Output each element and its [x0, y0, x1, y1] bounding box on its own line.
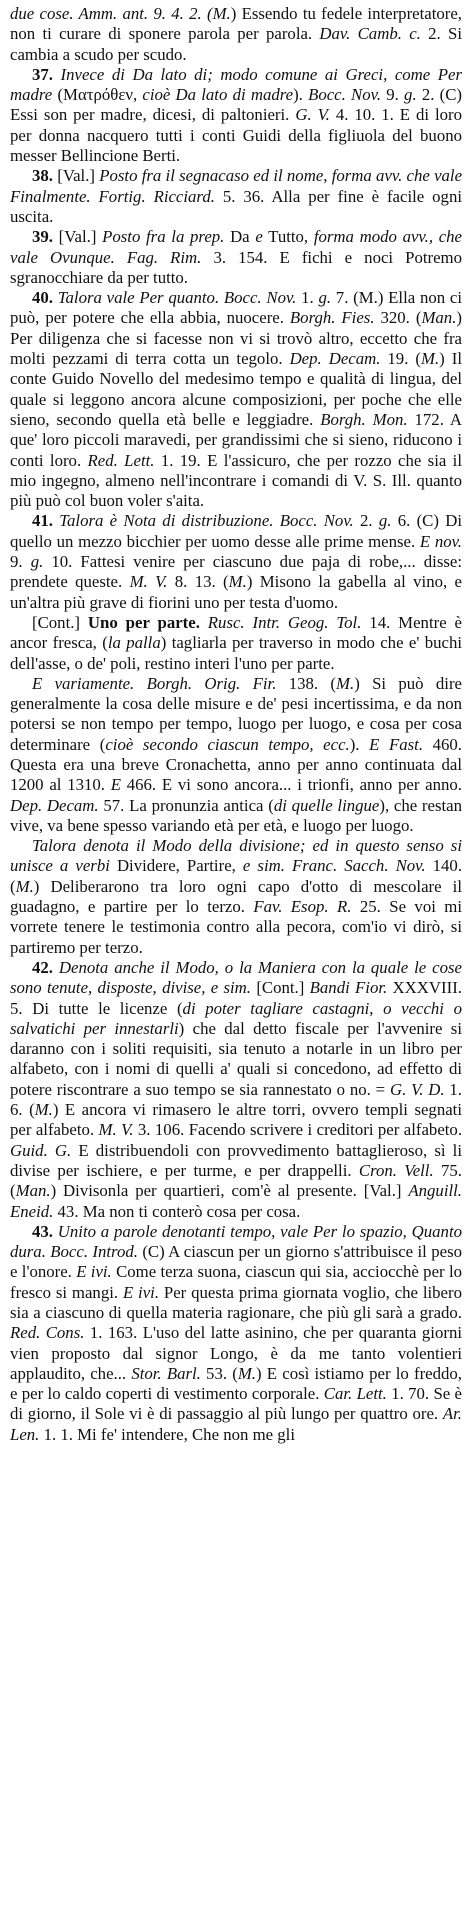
text-run: Bocc. Nov.	[308, 85, 382, 105]
text-run: Da	[224, 227, 256, 247]
text-run: 19. (	[380, 349, 421, 369]
text-run: [Val.]	[57, 166, 100, 186]
text-run: di quelle lingue	[273, 795, 380, 815]
text-run: ) Si può dire generalmente la cosa delle misure e de' pesi incertissima, e da non potersi se non tempo per tempo, luogo per luogo, e cosa per cosa determinare (	[10, 673, 462, 754]
text-run: Tutto,	[262, 227, 314, 247]
text-run: cioè secondo ciascun tempo, ecc.	[105, 734, 350, 754]
text-run: 43.	[32, 1221, 58, 1241]
text-run: Man.	[421, 308, 457, 328]
text-run: 42.	[32, 957, 59, 977]
text-run: Posto fra la prep.	[102, 227, 225, 247]
text-run: di poter tagliare castagni, o vecchi o salvatichi per innestarli	[10, 998, 462, 1038]
dictionary-paragraph-p42	[10, 958, 462, 1222]
text-run: Car. Lett.	[323, 1384, 387, 1404]
text-run: 25. Se voi mi vorrete tenere le testimonia contro alla pecora, com'io vi dirò, si partiremo per terzo.	[10, 897, 463, 957]
text-run: 140. (	[10, 856, 463, 896]
text-run: Uno per parte.	[87, 612, 208, 632]
text-run: 1. 6. (	[10, 1079, 462, 1120]
text-run: 3. 154. E fichi e noci Potremo sgranocchiare da per tutto.	[10, 247, 462, 287]
text-run: 6. (C) Di quello un mezzo bicchier per uomo desse alle prime mense.	[10, 511, 462, 551]
text-run: Dep. Decam.	[10, 795, 99, 815]
text-run: Guid. G.	[10, 1140, 72, 1160]
text-run: 1. 163. L'uso del latte asinino, che per quaranta giorni vien proposto dal signor Longo, è da me tanto volentieri applaudito, che...	[10, 1323, 462, 1383]
text-run: ) Deliberarono tra loro ogni capo d'otto di mescolare il guadagno, e partire per lo terzo.	[10, 876, 462, 917]
text-run: ) Essendo tu fedele interpretatore, non ti curare di sponere parola per parola.	[10, 4, 462, 44]
text-run: 9.	[381, 85, 405, 105]
text-run: ) Divisonla per quartieri, com'è al presente. [Val.]	[50, 1181, 409, 1201]
text-run: ).	[349, 734, 370, 754]
text-run: G. V.	[295, 105, 330, 125]
text-run: due cose. Amm. ant. 9. 4. 2. (	[10, 4, 213, 23]
text-run: cioè Da lato di madre	[142, 85, 294, 105]
text-run: 40.	[32, 288, 58, 308]
text-run: Per questa prima giornata voglio, che libero sia a ciascuno di quella materia ragionare, che più gli sarà a grado.	[10, 1282, 462, 1322]
text-run: 138. (	[276, 673, 336, 693]
text-run: Dav. Camb. c.	[319, 24, 421, 44]
text-run: 9.	[10, 552, 31, 572]
text-run: Talora vale Per quanto. Bocc. Nov.	[57, 288, 297, 308]
text-run: g.	[404, 85, 417, 105]
text-run: Invece di Da lato di; modo comune ai Greci, come Per madre	[10, 64, 463, 105]
text-run: ) E così istiamo per lo freddo, e per lo caldo coperti di vestimento corporale.	[10, 1363, 462, 1404]
text-run: 466. E vi sono ancora... i trionfi, anno per anno.	[121, 775, 462, 795]
dictionary-paragraph-p39	[10, 227, 462, 288]
text-run: Talora denota il Modo della divisione; ed in questo senso si unisce a verbi	[10, 836, 462, 876]
text-run: M.	[212, 4, 231, 23]
text-run: 39.	[32, 227, 59, 247]
text-run: E nov.	[419, 531, 462, 551]
text-run: e sim. Franc. Sacch. Nov.	[242, 856, 426, 876]
text-run: 14. Mentre è ancor fresca, (	[10, 612, 462, 653]
text-run: la palla	[107, 633, 161, 653]
text-run: 8. 13. (	[167, 572, 229, 592]
text-run: M.	[237, 1363, 257, 1383]
text-run: Talora è Nota di distribuzione. Bocc. Nov.	[59, 511, 354, 531]
text-run: Cron. Vell.	[358, 1160, 434, 1180]
text-run: 37.	[32, 64, 61, 84]
text-run: ), che restan vive, va bene spesso variando età per età, e luogo per luogo.	[10, 795, 463, 835]
text-run: E	[110, 775, 121, 795]
text-run: Anguill. Eneid.	[10, 1181, 462, 1221]
text-run: Dep. Decam.	[289, 349, 381, 369]
text-run: g.	[378, 511, 392, 531]
text-run: Red. Cons.	[10, 1323, 85, 1343]
text-run: Denota anche il Modo, o la Maniera con la quale le cose sono tenute, disposte, divise, e sim.	[10, 957, 462, 998]
text-run: 41.	[32, 511, 60, 531]
text-run: 75. (	[10, 1160, 462, 1201]
dictionary-paragraph-p41c	[10, 674, 462, 836]
text-run: 57. La pronunzia antica (	[98, 795, 274, 815]
text-run: 1. 1. Mi fe' intendere, Che non me gli	[39, 1424, 295, 1444]
text-run: 1. 19. E l'assicuro, che per rozzo che sia il mio ingegno, almeno nell'incontrare i comandi di V. S. Ill. quanto più può col buon voler s'aita.	[10, 450, 462, 511]
text-run: Fav. Esop. R.	[253, 897, 352, 917]
text-run: Borgh. Fies.	[289, 308, 375, 328]
text-run: e	[255, 227, 263, 247]
text-run: 1.	[296, 288, 319, 308]
text-run: Rusc. Intr. Geog. Tol.	[207, 612, 362, 632]
text-run: [Val.]	[58, 227, 103, 247]
text-run: ) Il conte Guido Novello del medesimo tempo e qualità di lingua, del quale si leggono ancora alcune composizioni, per poche che elle sieno, secondo quella età belle e leggiadre.	[10, 349, 462, 429]
text-run: 2. (C) Essi son per madre, dicesi, di paltonieri.	[10, 85, 463, 125]
text-run: M.	[15, 876, 34, 896]
text-run: 5. 36. Alla per fine è facile ogni uscita.	[10, 186, 462, 226]
text-run: 2.	[353, 511, 379, 531]
text-run: XXXVIII. 5. Di tutte le licenze (	[10, 978, 462, 1018]
text-run: 4. 10. 1. E di loro per donna nacquero tutti i conti Guidi della figliuola del buono messer Bellincione Berti.	[10, 105, 463, 166]
text-run: G. V. D.	[389, 1079, 445, 1099]
text-run: Posto fra il segnacaso ed il nome, forma avv. che vale Finalmente. Fortig. Ricciard.	[10, 166, 463, 206]
text-run: 320. (	[374, 308, 422, 328]
dictionary-paragraph-p41b	[10, 613, 462, 674]
text-run: 7. (M.) Ella non ci può, per potere che ella abbia, nuocere.	[10, 288, 462, 328]
text-run: 38.	[32, 166, 58, 186]
text-run: 43. Ma non ti conterò cosa per cosa.	[53, 1201, 301, 1221]
text-run: Dividere, Partire,	[109, 856, 243, 876]
text-run: Unito a parole denotanti tempo, vale Per lo spazio, Quanto dura. Bocc. Introd.	[10, 1221, 463, 1262]
dictionary-paragraph-p0	[10, 4, 462, 65]
text-run: 10. Fattesi venire per ciascuno due paja di robe,... disse: prendete queste.	[10, 552, 463, 592]
text-run: 53. (	[200, 1363, 238, 1383]
text-run: g.	[318, 288, 332, 308]
text-run: Come terza suona, ciascun qui sia, acciocchè per lo fresco si mangi.	[10, 1262, 462, 1302]
dictionary-paragraph-p41d	[10, 836, 462, 958]
dictionary-paragraph-p41	[10, 511, 462, 612]
dictionary-paragraph-p37	[10, 65, 462, 166]
text-run: (C) A ciascun per un giorno s'attribuisce il peso e l'onore.	[10, 1242, 462, 1282]
text-run: M.	[420, 349, 440, 369]
text-run: forma modo avv., che vale Ovunque. Fag. Rim.	[10, 227, 462, 267]
dictionary-paragraph-p43	[10, 1222, 462, 1445]
text-run: M. V.	[98, 1120, 134, 1140]
text-run: E ivi.	[76, 1262, 112, 1282]
text-run: 2. Si cambia a scudo per scudo.	[10, 24, 462, 64]
text-run: E distribuendoli con provvedimento battaglieroso, sì li divise per ischiere, e per turme, e per drappelli.	[10, 1140, 462, 1180]
text-run: E ivi.	[122, 1282, 160, 1302]
text-run: [Cont.]	[32, 612, 88, 632]
text-run: ) E ancora vi rimasero le altre torri, ovvero templi segnati per alfabeto.	[10, 1100, 462, 1140]
text-run: ) Misono la gabella al vino, e un'altra più grave di fiorini uno per testa d'uomo.	[10, 572, 462, 612]
text-run: (Ματρόθεν,	[52, 85, 143, 105]
text-run: 3. 106. Facendo scrivere i creditori per alfabeto.	[133, 1120, 463, 1140]
dictionary-paragraph-p40	[10, 288, 462, 511]
text-run: E variamente. Borgh. Orig. Fir.	[32, 673, 277, 693]
text-run: M.	[34, 1100, 53, 1120]
dictionary-paragraph-p38	[10, 166, 462, 227]
text-run: Borgh. Mon.	[320, 409, 408, 429]
text-run: Stor. Barl.	[131, 1363, 201, 1383]
text-run: [Cont.]	[251, 978, 310, 998]
text-run: M.	[228, 572, 247, 592]
text-run: E Fast.	[369, 734, 424, 754]
text-run: Bandi Fior.	[309, 978, 388, 998]
text-run: 460. Questa era una breve Cronachetta, anno per anno continuata dal 1200 al 1310.	[10, 734, 462, 795]
text-run: ) tagliarla per traverso in modo che e' buchi dell'asse, o de' poli, restino interi l'uno per parte.	[10, 633, 462, 673]
text-run: 172. A que' loro piccoli maravedi, per grandissimi che si sieno, riducono i conti loro.	[10, 409, 462, 470]
text-run: Man.	[15, 1181, 51, 1201]
text-run: M. V.	[129, 572, 168, 592]
text-run: ) che dal detto fiscale per l'avvenire si daranno con i soliti requisiti, sia tenuto a notarle in un libro per alfabeto, con i nomi di quelli a' quali si concedono, ad effetto di potere riscontrare a suo tempo se sia rannestato o no. =	[10, 1018, 462, 1099]
text-run: M.	[336, 673, 355, 693]
text-run: g.	[30, 552, 44, 572]
text-run: Red. Lett.	[87, 450, 155, 470]
text-run: 1. 70. Se è di giorno, il Sole vi è di passaggio al più lungo per quattro ore.	[10, 1384, 463, 1424]
text-run: ).	[293, 85, 309, 105]
text-run: ) Per diligenza che si facesse non vi si trovò altro, eccetto che fra molti pezzami di terra cotta un tegolo.	[10, 308, 462, 369]
text-run: Ar. Len.	[10, 1404, 462, 1444]
